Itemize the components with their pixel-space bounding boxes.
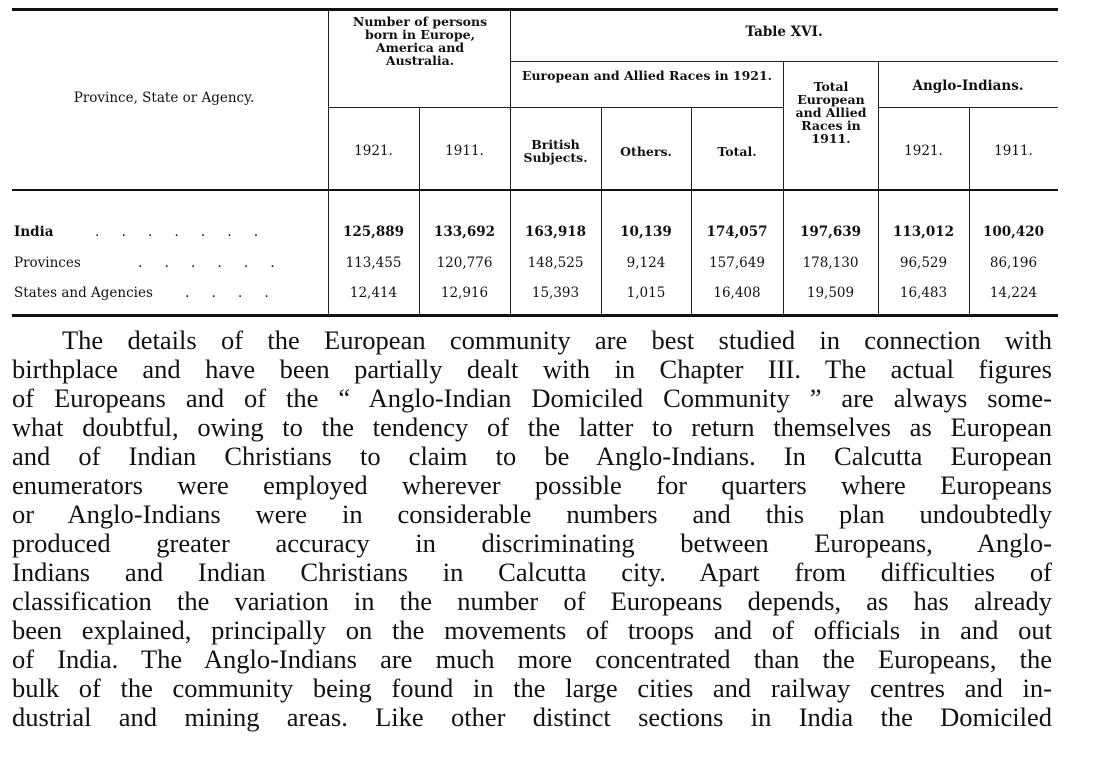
- paragraph-line: enumerators were employed wherever possible for quarters where Europeans: [12, 470, 1052, 500]
- row-label: India: [14, 224, 54, 240]
- table-divider: [419, 108, 420, 314]
- table-cell: 16,408: [713, 285, 761, 301]
- table-cell: 96,529: [899, 255, 948, 271]
- leader-dots: ......: [138, 255, 297, 271]
- paragraph-line: of India. The Anglo-Indians are much more concentrated than the Europeans, the: [12, 644, 1052, 674]
- table-header-rule: [12, 189, 1058, 191]
- table-cell: 113,012: [892, 224, 955, 240]
- paragraph-line: dustrial and mining areas. Like other distinct sections in India the Domiciled: [12, 702, 1052, 732]
- paragraph-line: produced greater accuracy in discriminating between Europeans, Anglo-: [12, 528, 1052, 558]
- table-bottom-rule: [12, 314, 1058, 317]
- table-cell: 163,918: [524, 224, 587, 240]
- paragraph-line: been explained, principally on the movements of troops and of officials in and out: [12, 615, 1052, 645]
- total-european-header: Total European and Allied Races in 1911.: [795, 79, 867, 146]
- table-cell: 100,420: [982, 224, 1045, 240]
- leader-dots: ....: [185, 285, 291, 301]
- col-british-header: British Subjects.: [523, 137, 588, 165]
- col-ai-1911-header: 1911.: [994, 143, 1033, 159]
- paragraph-line: The details of the European community are best studied in connection with: [62, 325, 1052, 355]
- col-ai-1921-header: 1921.: [904, 143, 943, 159]
- body-paragraph: [12, 326, 1052, 732]
- table-cell: 113,455: [345, 255, 402, 271]
- paragraph-line: Indians and Indian Christians in Calcutta city. Apart from difficulties of: [12, 557, 1052, 587]
- province-header: Province, State or Agency.: [73, 90, 255, 106]
- row-label: Provinces: [14, 255, 81, 271]
- col-total-header: Total.: [717, 144, 757, 159]
- table-cell: 16,483: [899, 285, 948, 301]
- header-subrule: [510, 61, 1058, 62]
- paragraph-line: and of Indian Christians to claim to be Anglo-Indians. In Calcutta European: [12, 441, 1052, 471]
- table-divider: [969, 108, 970, 314]
- col-others-header: Others.: [620, 144, 672, 159]
- table-cell: 125,889: [342, 224, 405, 240]
- table-cell: 148,525: [527, 255, 584, 271]
- paragraph-line: what doubtful, owing to the tendency of the latter to return themselves as European: [12, 412, 1052, 442]
- table-divider: [878, 62, 879, 314]
- col-1921-header: 1921.: [354, 143, 393, 159]
- paragraph-line: bulk of the community being found in the large cities and railway centres and in-: [12, 673, 1052, 703]
- table-divider: [783, 62, 784, 314]
- col-1911-header: 1911.: [445, 143, 484, 159]
- header-subrule: [878, 107, 1058, 108]
- row-label: States and Agencies: [14, 285, 153, 301]
- table-cell: 1,015: [626, 285, 666, 301]
- paragraph-line: or Anglo-Indians were in considerable numbers and this plan undoubtedly: [12, 499, 1052, 529]
- paragraph-line: of Europeans and of the “ Anglo-Indian Domiciled Community ” are always some-: [12, 383, 1052, 413]
- anglo-indians-header: Anglo-Indians.: [912, 78, 1024, 94]
- table-top-rule: [12, 8, 1058, 11]
- leader-dots: .......: [95, 224, 281, 240]
- table-cell: 174,057: [706, 224, 768, 240]
- table-cell: 12,916: [440, 285, 489, 301]
- table-cell: 86,196: [989, 255, 1038, 271]
- table-cell: 12,414: [349, 285, 398, 301]
- table-cell: 19,509: [806, 285, 855, 301]
- table-cell: 9,124: [626, 255, 666, 271]
- european-races-header: European and Allied Races in 1921.: [521, 68, 773, 83]
- table-divider: [601, 108, 602, 314]
- persons-born-header: Number of persons born in Europe, America and Australia.: [352, 14, 488, 68]
- table-cell: 14,224: [989, 285, 1038, 301]
- table-cell: 10,139: [620, 224, 672, 240]
- table-cell: 197,639: [799, 224, 862, 240]
- header-subrule: [328, 107, 783, 108]
- paragraph-line: classification the variation in the number of Europeans depends, as has already: [12, 586, 1052, 616]
- table-cell: 120,776: [436, 255, 493, 271]
- table-cell: 133,692: [433, 224, 496, 240]
- table-cell: 178,130: [802, 255, 859, 271]
- paragraph-line: birthplace and have been partially dealt with in Chapter III. The actual figures: [12, 354, 1052, 384]
- table-title: Table XVI.: [745, 24, 823, 40]
- table-divider: [691, 108, 692, 314]
- table-cell: 157,649: [709, 255, 765, 271]
- table-cell: 15,393: [531, 285, 580, 301]
